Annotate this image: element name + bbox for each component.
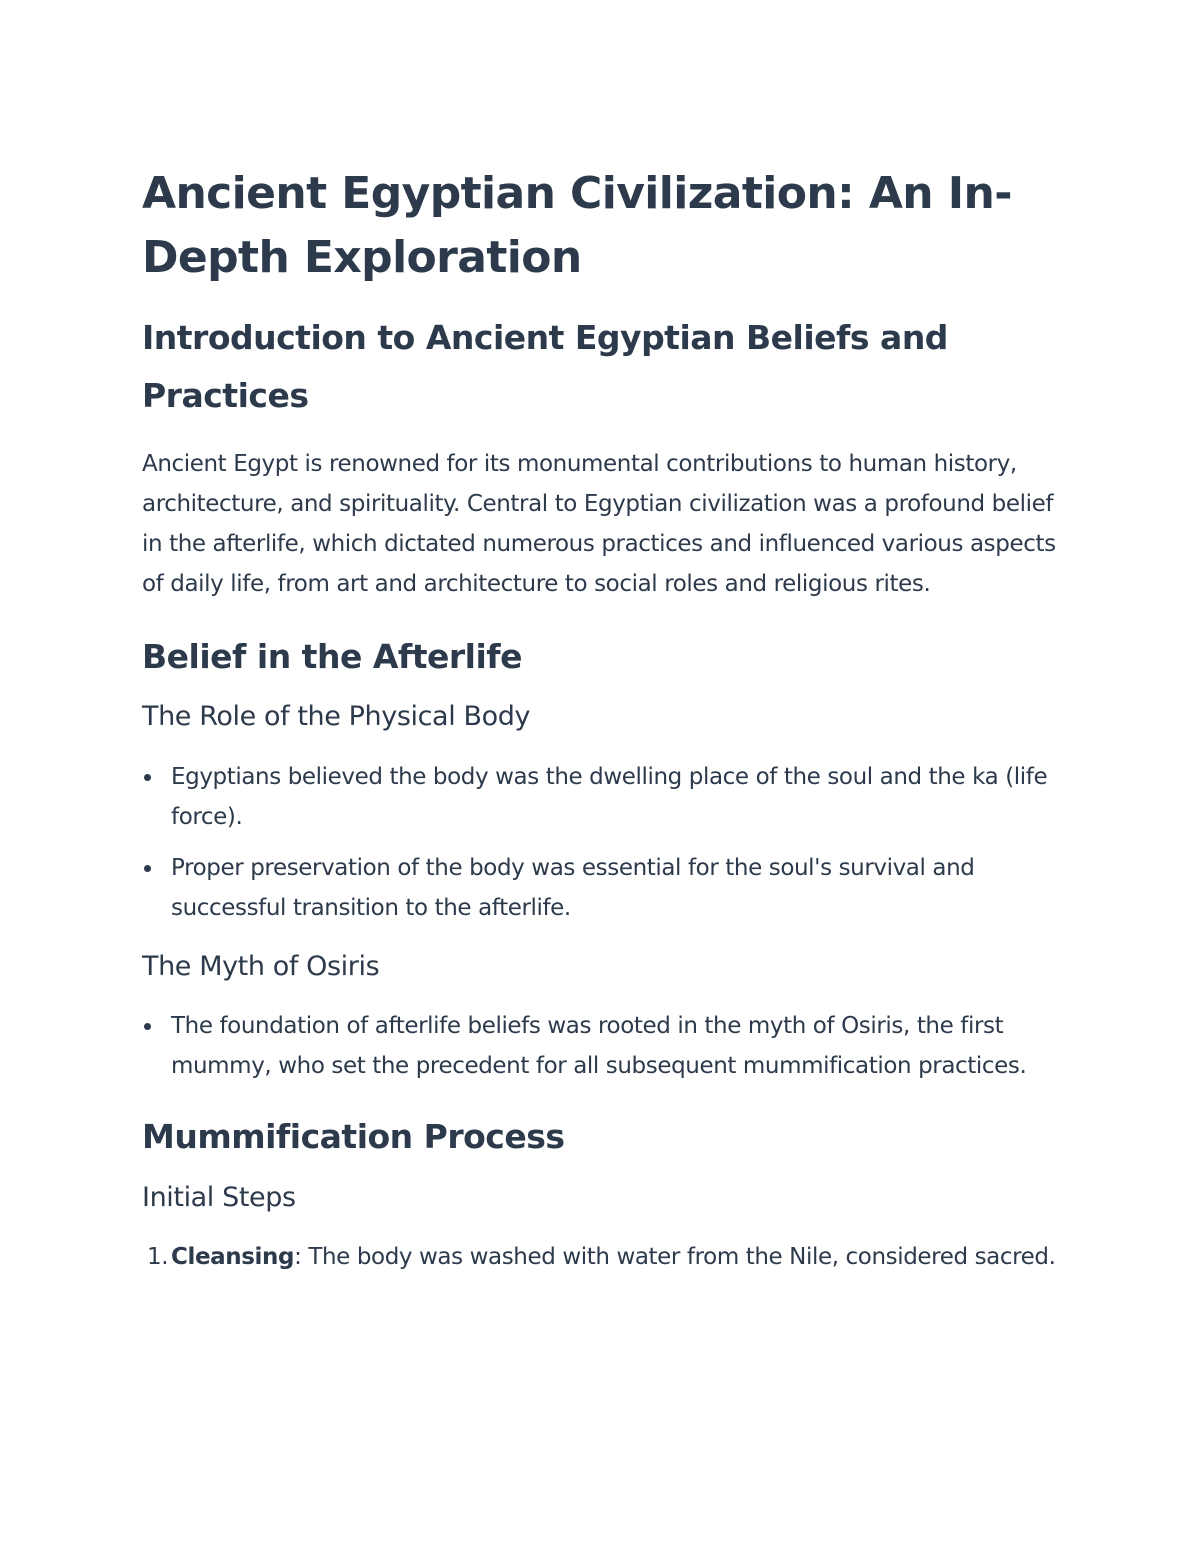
list-item-text: The foundation of afterlife beliefs was rooted in the myth of Osiris, the first mummy, who set the precedent for all subsequent mummification practices. — [171, 1013, 1027, 1079]
document-page — [142, 162, 1062, 1277]
section-heading-afterlife: Belief in the Afterlife — [142, 637, 523, 676]
subheading-initial-steps: Initial Steps — [142, 1182, 296, 1213]
list-item-text: Proper preservation of the body was essential for the soul's survival and successful transition to the afterlife. — [171, 855, 975, 921]
physical-body-bullet-list — [142, 757, 1062, 928]
step-text: : The body was washed with water from the Nile, considered sacred. — [294, 1244, 1056, 1270]
list-item — [142, 1237, 1062, 1277]
section-heading-mummification: Mummification Process — [142, 1117, 565, 1156]
introduction-paragraph: Ancient Egypt is renowned for its monumental contributions to human history, architecture, and spirituality. Central to Egyptian civilization was a profound belief in the afterlife, which dictated numerous practices and influenced various aspects of daily life, from art and architecture to social roles and religious rites. — [142, 451, 1056, 597]
list-item — [142, 848, 1062, 928]
subheading-osiris: The Myth of Osiris — [142, 951, 380, 982]
list-item-number: 1. — [147, 1244, 169, 1270]
list-item-text: Egyptians believed the body was the dwelling place of the soul and the ka (life force). — [171, 764, 1048, 830]
initial-steps-list — [142, 1237, 1062, 1277]
bullet-icon — [144, 865, 151, 872]
osiris-bullet-list — [142, 1006, 1062, 1086]
list-item — [142, 1006, 1062, 1086]
list-item — [142, 757, 1062, 837]
step-term: Cleansing — [171, 1244, 295, 1270]
document-title: Ancient Egyptian Civilization: An In-Depth Exploration — [142, 168, 1012, 283]
subheading-physical-body: The Role of the Physical Body — [142, 701, 531, 732]
bullet-icon — [144, 1023, 151, 1030]
section-heading-introduction: Introduction to Ancient Egyptian Beliefs and Practices — [142, 318, 948, 415]
bullet-icon — [144, 774, 151, 781]
